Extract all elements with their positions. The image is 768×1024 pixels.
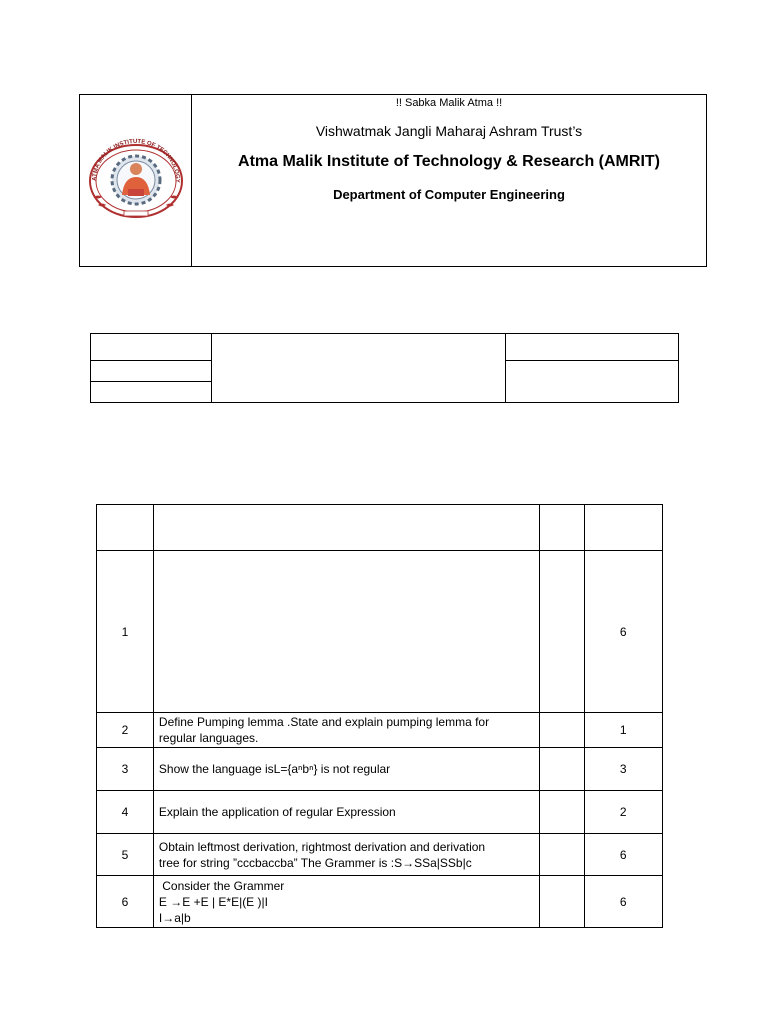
table-header-row [97, 505, 663, 551]
department-name: Department of Computer Engineering [333, 187, 565, 202]
info-cell [506, 334, 679, 361]
header-cell [97, 505, 154, 551]
question-number: 1 [97, 551, 154, 713]
exam-info-table [90, 333, 679, 403]
info-cell [91, 361, 212, 382]
question-marks: 6 [584, 834, 662, 876]
header-cell [540, 505, 584, 551]
institute-header [79, 94, 707, 267]
question-number: 6 [97, 876, 154, 928]
institute-logo-icon [84, 137, 188, 219]
question-text [153, 551, 540, 713]
logo-cell [80, 95, 192, 267]
table-row [97, 748, 663, 791]
question-text: Explain the application of regular Expression [153, 791, 540, 834]
institute-name: Atma Malik Institute of Technology & Research (AMRIT) [238, 153, 660, 170]
info-cell [91, 382, 212, 403]
svg-text:ATMA MALIK INSTITUTE OF TECHNO: ATMA MALIK INSTITUTE OF TECHNOLOGY [91, 138, 180, 183]
table-row [97, 834, 663, 876]
motto: !! Sabka Malik Atma !! [395, 97, 503, 109]
info-cell [91, 334, 212, 361]
question-text: Define Pumping lemma .State and explain pumping lemma for regular languages. [153, 713, 540, 748]
question-number: 3 [97, 748, 154, 791]
info-cell [211, 334, 505, 403]
question-number: 2 [97, 713, 154, 748]
question-marks: 6 [584, 876, 662, 928]
question-text: Consider the Grammer E →E +E | E*E|(E )|I I→a|b [153, 876, 540, 928]
question-marks: 1 [584, 713, 662, 748]
header-text-cell [192, 95, 707, 267]
question-marks: 6 [584, 551, 662, 713]
question-number: 5 [97, 834, 154, 876]
question-marks: 3 [584, 748, 662, 791]
header-cell [584, 505, 662, 551]
table-row [97, 713, 663, 748]
question-text: Obtain leftmost derivation, rightmost derivation and derivation tree for string ”cccbaccba” The Grammer is :S→SSa|SSb|c [153, 834, 540, 876]
question-text: Show the language isL={aⁿbⁿ} is not regular [153, 748, 540, 791]
info-cell [506, 361, 679, 403]
questions-table [96, 504, 663, 928]
table-row [97, 791, 663, 834]
table-row [97, 551, 663, 713]
trust-name: Vishwatmak Jangli Maharaj Ashram Trust’s [315, 123, 583, 139]
question-marks: 2 [584, 791, 662, 834]
table-row [97, 876, 663, 928]
header-cell [153, 505, 540, 551]
question-number: 4 [97, 791, 154, 834]
